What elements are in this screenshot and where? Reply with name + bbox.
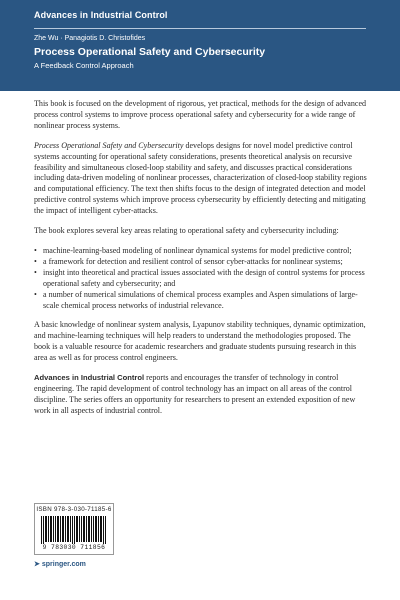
key-areas-list xyxy=(34,246,368,311)
back-cover-description xyxy=(34,99,368,426)
list-item: • machine-learning-based modeling of nonlinear dynamical systems for model predictive control; xyxy=(34,246,368,257)
list-item: • a number of numerical simulations of chemical process examples and Aspen simulations of large-scale chemical process networks of industrial relevance. xyxy=(34,290,368,312)
list-item: • insight into theoretical and practical issues associated with the design of control systems for process operational safety and cybersecurity; and xyxy=(34,268,368,290)
cover-header-band xyxy=(0,0,400,91)
description-paragraph-4: A basic knowledge of nonlinear system analysis, Lyapunov stability techniques, dynamic optimization, and machine-learning techniques will help readers to understand the methodologies proposed. The book is a valuable resource for academic researchers and graduate students pursuing research in this area as well as for process control engineers. xyxy=(34,320,366,363)
isbn-barcode xyxy=(34,503,114,555)
description-paragraph-2 xyxy=(34,141,368,217)
header-divider xyxy=(34,28,366,29)
list-item: • a framework for detection and resilient control of sensor cyber-attacks for nonlinear systems; xyxy=(34,257,368,268)
series-name: Advances in Industrial Control xyxy=(34,10,168,20)
description-paragraph-1: This book is focused on the development of rigorous, yet practical, methods for the design of advanced process control systems to improve process operational safety and cybersecurity for a wide range of nonlinear process systems. xyxy=(34,99,367,130)
description-paragraph-3: The book explores several key areas relating to operational safety and cybersecurity including: xyxy=(34,226,339,236)
barcode-icon xyxy=(41,516,107,544)
springer-horse-icon: ➤ xyxy=(34,561,40,568)
paragraph-5-text: reports and encourages the transfer of technology in control engineering. The rapid development of control technology has an impact on all areas of the control discipline. The series offers an opportunity for researchers to present an extended exposition of new work in all aspects of industrial control. xyxy=(34,373,356,415)
barcode-digits: 9 783030 711856 xyxy=(42,544,106,551)
paragraph-2-text: develops designs for novel model predictive control systems accounting for operational safety considerations, presents theoretical analysis on recursive feasibility and simultaneous closed-loop stability and safety, and discusses practical considerations including data-driven modeling of nonlinear processes, characterization of closed-loop stability regions and computational efficiency. The text then shifts focus to the design of integrated detection and model predictive control systems which improve process cybersecurity by efficiently detecting and mitigating the impact of intelligent cyber-attacks. xyxy=(34,140,367,216)
publisher-link[interactable] xyxy=(34,560,86,568)
description-paragraph-5 xyxy=(34,373,368,417)
publisher-url: springer.com xyxy=(41,561,86,568)
book-subtitle: A Feedback Control Approach xyxy=(34,61,134,70)
book-title-italic: Process Operational Safety and Cybersecurity xyxy=(34,140,184,150)
isbn-label: ISBN 978-3-030-71185-6 xyxy=(36,506,112,513)
series-name-bold: Advances in Industrial Control xyxy=(34,373,145,383)
book-authors: Zhe Wu · Panagiotis D. Christofides xyxy=(34,35,146,42)
book-title: Process Operational Safety and Cybersecurity xyxy=(34,46,266,58)
